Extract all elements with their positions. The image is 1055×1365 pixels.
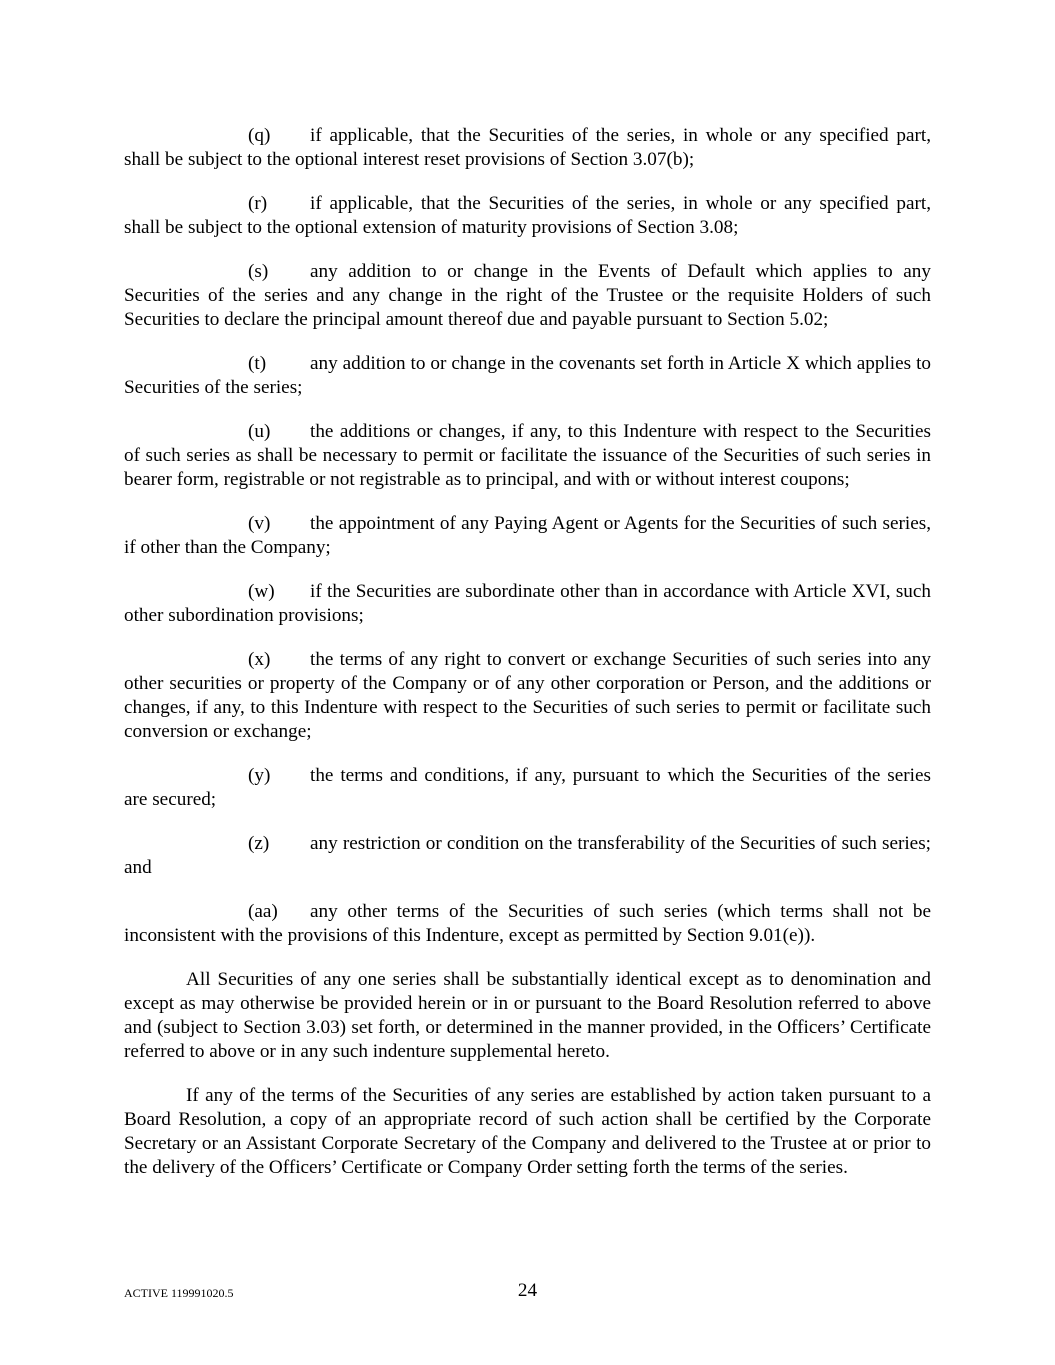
- clause-s: [124, 260, 931, 332]
- clause-text: any addition to or change in the covenants set forth in Article X which applies to Securities of the series;: [124, 353, 931, 398]
- clause-label: (x): [248, 649, 271, 670]
- clause-label: (z): [248, 833, 270, 854]
- clause-label: (r): [248, 193, 268, 214]
- clause-text: the terms and conditions, if any, pursuant to which the Securities of the series are secured;: [124, 765, 931, 810]
- clause-label: (u): [248, 421, 271, 442]
- clause-text: if applicable, that the Securities of the series, in whole or any specified part, shall be subject to the optional extension of maturity provisions of Section 3.08;: [124, 193, 931, 238]
- clause-label: (y): [248, 765, 271, 786]
- paragraph-substantially-identical: All Securities of any one series shall be substantially identical except as to denomination and except as may otherwise be provided herein or in or pursuant to the Board Resolution referred to above and (subject to Section 3.03) set forth, or determined in the manner provided, in the Officers’ Certificate referred to above or in any such indenture supplemental hereto.: [124, 969, 931, 1062]
- clause-r: [124, 192, 931, 240]
- clause-text: any addition to or change in the Events of Default which applies to any Securities of the series and any change in the right of the Trustee or the requisite Holders of such Securities to declare the principal amount thereof due and payable pursuant to Section 5.02;: [124, 261, 931, 330]
- clause-q: [124, 124, 931, 172]
- clause-text: if applicable, that the Securities of the series, in whole or any specified part, shall be subject to the optional interest reset provisions of Section 3.07(b);: [124, 125, 931, 170]
- clause-text: any restriction or condition on the transferability of the Securities of such series; and: [124, 833, 931, 878]
- clause-label: (aa): [248, 901, 278, 922]
- clause-v: [124, 512, 931, 560]
- clause-text: the additions or changes, if any, to this Indenture with respect to the Securities of such series as shall be necessary to permit or facilitate the issuance of the Securities of such series in bearer form, registrable or not registrable as to principal, and with or without interest coupons;: [124, 421, 931, 490]
- clause-label: (w): [248, 581, 275, 602]
- clause-label: (v): [248, 513, 271, 534]
- clause-w: [124, 580, 931, 628]
- footer-document-id: ACTIVE 119991020.5: [124, 1286, 234, 1300]
- clause-label: (s): [248, 261, 269, 282]
- clause-z: [124, 832, 931, 880]
- clause-x: [124, 648, 931, 744]
- clause-t: [124, 352, 931, 400]
- clause-u: [124, 420, 931, 492]
- clause-label: (q): [248, 125, 271, 146]
- paragraph-board-resolution: If any of the terms of the Securities of any series are established by action taken pursuant to a Board Resolution, a copy of an appropriate record of such action shall be certified by the Corporate Secretary or an Assistant Corporate Secretary of the Company and delivered to the Trustee at or prior to the delivery of the Officers’ Certificate or Company Order setting forth the terms of the series.: [124, 1085, 931, 1178]
- clause-aa: [124, 900, 931, 948]
- clause-text: any other terms of the Securities of such series (which terms shall not be inconsistent with the provisions of this Indenture, except as permitted by Section 9.01(e)).: [124, 901, 931, 946]
- clause-label: (t): [248, 353, 267, 374]
- page-number: 24: [517, 1280, 538, 1301]
- clause-text: if the Securities are subordinate other than in accordance with Article XVI, such other subordination provisions;: [124, 581, 931, 626]
- clause-text: the appointment of any Paying Agent or Agents for the Securities of such series, if other than the Company;: [124, 513, 931, 558]
- clause-text: the terms of any right to convert or exchange Securities of such series into any other securities or property of the Company or of any other corporation or Person, and the additions or changes, if any, to this Indenture with respect to the Securities of such series to permit or facilitate such conversion or exchange;: [124, 649, 931, 742]
- clause-y: [124, 764, 931, 812]
- document-page: [124, 124, 931, 1200]
